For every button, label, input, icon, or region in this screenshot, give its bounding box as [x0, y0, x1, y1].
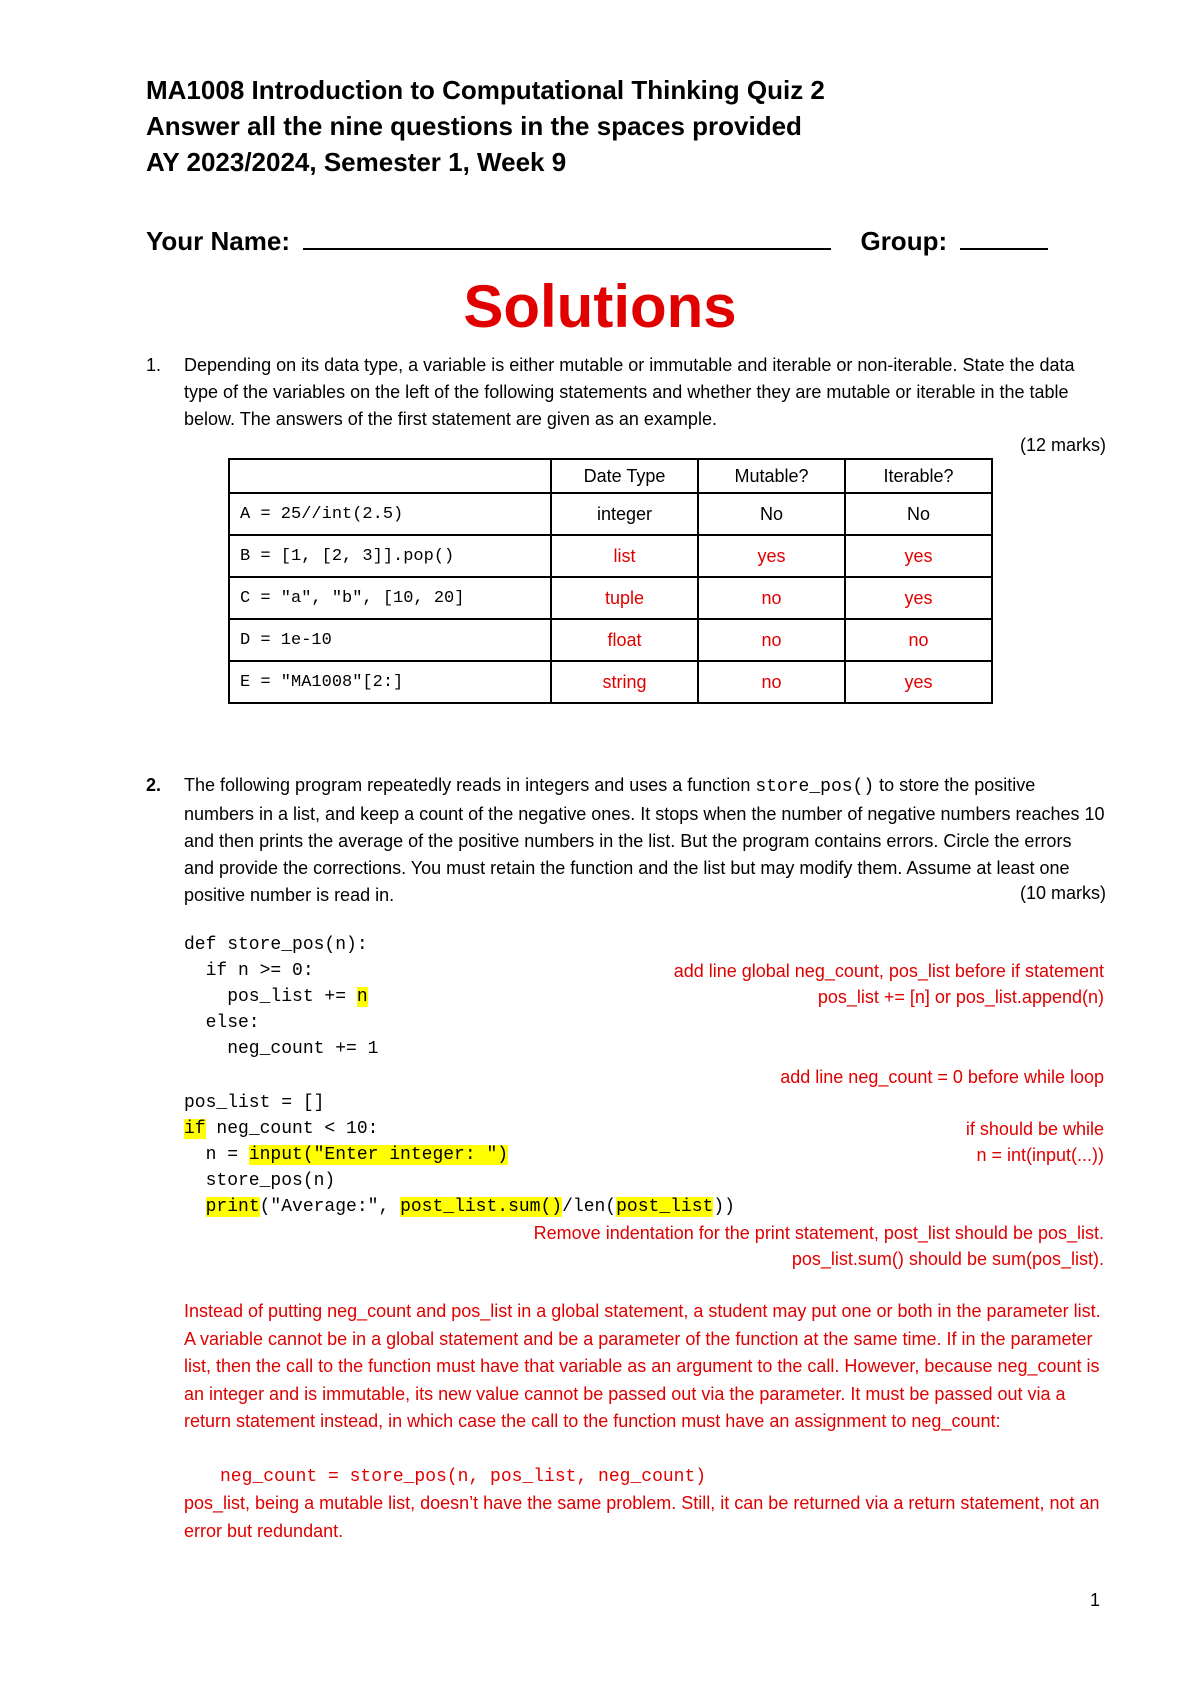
table-row [229, 493, 992, 535]
statement-cell: C = "a", "b", [10, 20] [229, 577, 551, 619]
mutable-answer-cell: no [698, 577, 845, 619]
mutable-answer-cell: yes [698, 535, 845, 577]
error-highlight: post_list.sum() [400, 1197, 563, 1217]
explanation-paragraph-2: pos_list, being a mutable list, doesn’t have the same problem. Still, it can be returned via a return statement, not an error but redundant. [184, 1493, 1100, 1541]
statement-cell: D = 1e-10 [229, 619, 551, 661]
instructions: Answer all the nine questions in the spaces provided [146, 111, 802, 141]
correction-note-2: pos_list += [n] or pos_list.append(n) [817, 987, 1104, 1007]
correction-note-7: pos_list.sum() should be sum(pos_list). [791, 1249, 1104, 1269]
statement-cell: B = [1, [2, 3]].pop() [229, 535, 551, 577]
code-text: n = [184, 1145, 249, 1165]
code-line-9: store_pos(n) [184, 1171, 336, 1191]
correction-note-5: n = int(input(...)) [976, 1145, 1104, 1165]
group-label: Group: [860, 226, 948, 256]
error-highlight: n [356, 987, 368, 1007]
code-line-10 [184, 1194, 735, 1220]
type-cell: integer [551, 493, 698, 535]
code-line-7 [184, 1116, 378, 1142]
iterable-answer-cell: yes [845, 577, 992, 619]
quiz-title: MA1008 Introduction to Computational Thinking Quiz 2 [146, 75, 825, 105]
correction-note-4: if should be while [965, 1119, 1104, 1139]
solutions-heading: Solutions [463, 273, 737, 340]
correction-note-1: add line global neg_count, pos_list before if statement [673, 961, 1104, 981]
code-line-1: def store_pos(n): [184, 935, 368, 955]
mutable-cell: No [698, 493, 845, 535]
type-answer-cell: string [551, 661, 698, 703]
explanation-code: neg_count = store_pos(n, pos_list, neg_count) [220, 1467, 707, 1487]
q1-marks: (12 marks) [1019, 435, 1106, 455]
header-type: Date Type [551, 459, 698, 493]
statement-cell: E = "MA1008"[2:] [229, 661, 551, 703]
q2-number: 2. [146, 775, 162, 795]
page-number: 1 [1090, 1590, 1101, 1610]
q1-table [228, 458, 993, 704]
error-highlight: print [205, 1197, 260, 1217]
code-text: ("Average:", [259, 1197, 401, 1217]
q2-marks: (10 marks) [1019, 883, 1106, 903]
type-answer-cell: float [551, 619, 698, 661]
table-row [229, 619, 992, 661]
q1-text: Depending on its data type, a variable is either mutable or immutable and iterable or non-iterable. State the data type of the variables on the left of the following statements and whether they are mutable or iterable in the table below. The answers of the first statement are given as an example. [184, 355, 1075, 429]
error-highlight: input("Enter integer: ") [248, 1145, 509, 1165]
table-row [229, 535, 992, 577]
iterable-answer-cell: yes [845, 661, 992, 703]
code-line-6: pos_list = [] [184, 1093, 325, 1113]
semester-line: AY 2023/2024, Semester 1, Week 9 [146, 147, 567, 177]
name-field[interactable] [303, 226, 831, 250]
explanation-paragraph-1: Instead of putting neg_count and pos_list in a global statement, a student may put one or both in the parameter list. A variable cannot be in a global statement and be a parameter of the function at the same time. If in the parameter list, then the call to the function must have that variable as an argument to the call. However, because neg_count is an integer and is immutable, its new value cannot be passed out via the parameter. It must be passed out via a return statement instead, in which case the call to the function must have an assignment to neg_count: [184, 1301, 1101, 1431]
q2-text-code: store_pos() [755, 777, 875, 797]
code-line-8 [184, 1142, 508, 1168]
table-row [229, 577, 992, 619]
q2-text-a: The following program repeatedly reads in integers and uses a function [184, 775, 756, 795]
name-group-line [146, 226, 1048, 257]
type-answer-cell: list [551, 535, 698, 577]
iterable-answer-cell: no [845, 619, 992, 661]
code-text: )) [713, 1197, 735, 1217]
code-text: pos_list += [184, 987, 357, 1007]
type-answer-cell: tuple [551, 577, 698, 619]
header-mutable: Mutable? [698, 459, 845, 493]
q2-text-b: to store the positive numbers in a list, and keep a count of the negative ones. It stops when the number of negative numbers reaches 10 and then prints the average of the positive numbers in the list. But the program contains errors. Circle the errors and provide the corrections. You must retain the function and the list but may modify them. Assume at least one positive number is read in. [184, 775, 1105, 905]
code-line-4: else: [184, 1013, 260, 1033]
name-label: Your Name: [146, 226, 290, 256]
mutable-answer-cell: no [698, 619, 845, 661]
error-highlight: post_list [616, 1197, 714, 1217]
group-field[interactable] [960, 226, 1048, 250]
statement-cell: A = 25//int(2.5) [229, 493, 551, 535]
code-line-2: if n >= 0: [184, 961, 314, 981]
iterable-answer-cell: yes [845, 535, 992, 577]
correction-note-3: add line neg_count = 0 before while loop [780, 1067, 1104, 1087]
correction-note-6: Remove indentation for the print statement, post_list should be pos_list. [533, 1223, 1104, 1243]
code-line-5: neg_count += 1 [184, 1039, 379, 1059]
header-blank [229, 459, 551, 493]
iterable-cell: No [845, 493, 992, 535]
code-line-3 [184, 984, 368, 1010]
code-text: neg_count < 10: [205, 1119, 379, 1139]
header-iterable: Iterable? [845, 459, 992, 493]
table-row [229, 661, 992, 703]
q1-number: 1. [146, 355, 162, 375]
error-highlight: if [184, 1119, 206, 1139]
code-text: /len( [562, 1197, 617, 1217]
mutable-answer-cell: no [698, 661, 845, 703]
table-header-row [229, 459, 992, 493]
